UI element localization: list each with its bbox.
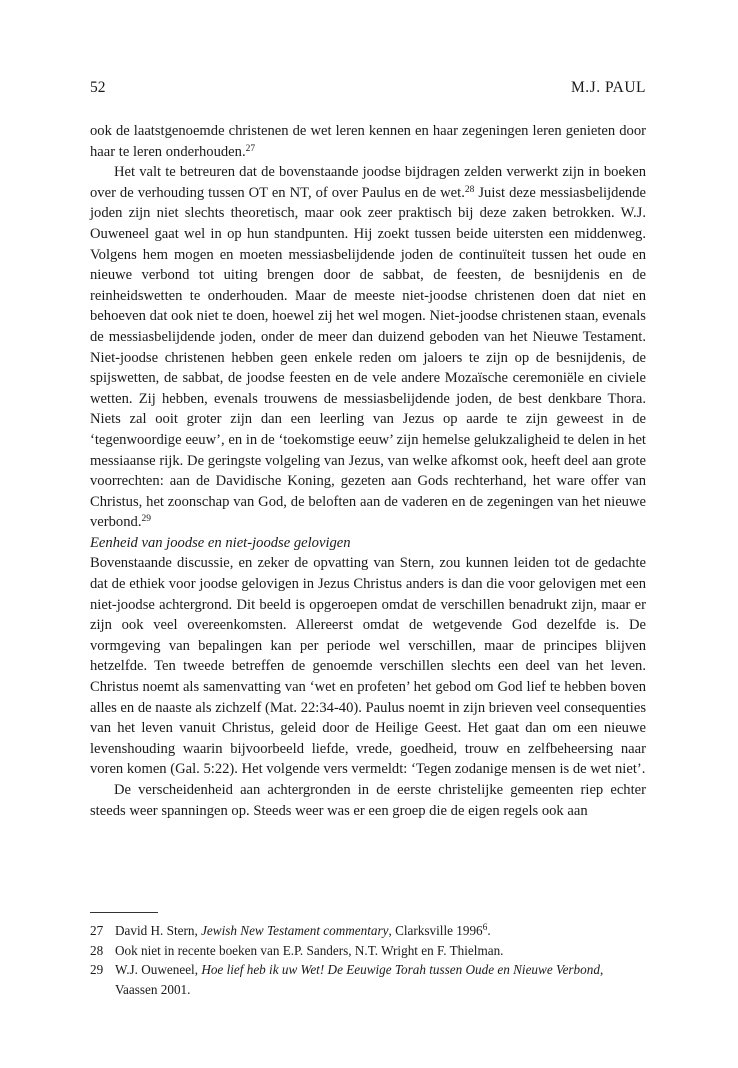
- footnote-27: [90, 921, 646, 941]
- footnote-text-part: David H. Stern,: [115, 923, 202, 938]
- footnote-number: 28: [90, 942, 104, 958]
- body-text: [90, 121, 646, 821]
- footnote-number: 29: [90, 962, 104, 977]
- book-page: [90, 0, 646, 1068]
- footnote-ref-27: 27: [245, 143, 256, 154]
- footnote-divider: [90, 912, 158, 913]
- running-head: [90, 78, 646, 98]
- footnote-number: 27: [90, 923, 104, 938]
- paragraph-2-text-a: Het valt te betreuren dat de bovenstaande joodse bijdragen zelden verwerkt zijn in boeken over de verhouding tussen OT en NT, of over Paulus en de wet.: [90, 164, 646, 201]
- footnote-title: Hoe lief heb ik uw Wet! De Eeuwige Torah tussen Oude en Nieuwe Verbond: [201, 962, 600, 977]
- footnote-text-part: W.J. Ouweneel,: [115, 962, 202, 977]
- paragraph-3: Bovenstaande discussie, en zeker de opvatting van Stern, zou kunnen leiden tot de gedachte dat de ethiek voor joodse gelovigen in Jezus Christus anders is dan die voor gelovigen met een niet-joodse achtergrond. Dit beeld is opgeroepen omdat de verschillen benadrukt zijn, maar er zijn ook veel overeenkomsten. Allereerst omdat de wetgevende God dezelfde is. De vormgeving van bepalingen kan per periode wel verschillen, maar de principes blijven hetzelfde. Ten tweede betreffen de genoemde verschillen slechts een deel van het leven. Christus noemt als samenvatting van ‘wet en profeten’ het gebod om God lief te hebben boven alles en de naaste als zichzelf (Mat. 22:34-40). Paulus noemt in zijn brieven veel consequenties van het leven vanuit Christus, geleid door de Heilige Geest. Het gaat dan om een nieuwe levenshouding waarin bijvoorbeeld liefde, vrede, goedheid, trouw en zelfbeheersing naar voren komen (Gal. 5:22). Het volgende vers vermeldt: ‘Tegen zodanige mensen is de wet niet’.: [90, 555, 647, 778]
- edition-superscript: 6: [482, 923, 488, 933]
- paragraph-2-text-b: Juist deze messiasbelijdende joden zijn niet slechts theoretisch, maar ook zeer praktisch bij deze zaken betrokken. W.J. Ouweneel gaat wel in op hun standpunten. Hij zoekt tussen beide uitersten een middenweg. Volgens hem mogen en moeten messiasbelijdende joden de continuïteit tussen het oude en nieuwe verbond tot uiting brengen door de sabbat, de feesten, de besnijdenis en de reinheidswetten te onderhouden. Maar de meeste niet-joodse christenen doen dat niet en behoeven dat ook niet te doen, hoewel zij het wel mogen. Niet-joodse christenen staan, evenals de messiasbelijdende joden, onder de meer dan duizend geboden van het Nieuwe Testament. Niet-joodse christenen hebben geen enkele reden om jaloers te zijn op de besnijdenis, de spijswetten, de sabbat, de joodse feesten en de vele andere Mozaïsche ceremoniële en civiele wetten. Zij hebben, evenals trouwens de messiasbelijdende joden, de best denkbare Thora. Niets zal ooit groter zijn dan een leerling van Jezus op aarde te zijn geweest in de ‘tegenwoordige eeuw’, en in de ‘toekomstige eeuw’ zijn hemelse gelukzaligheid te delen in het messiaanse rijk. De geringste volgeling van Jezus, van welke afkomst ook, heeft deel aan grote voorrechten: aan de Davidische Koning, gezeten aan Gods rechterhand, het ware offer van Christus, het zoonschap van God, de beloften aan de vaderen en de zegeningen van het nieuwe verbond.: [90, 184, 646, 531]
- footnote-28: [90, 941, 646, 961]
- footnote-ref-28: 28: [464, 184, 475, 195]
- paragraph-1: [90, 121, 646, 162]
- page-number: 52: [90, 79, 106, 96]
- footnote-text: [115, 962, 603, 997]
- paragraph-2: [90, 162, 646, 533]
- footnote-text-part: , Vaassen 2001.: [115, 962, 604, 997]
- section-heading: Eenheid van joodse en niet-joodse gelovigen: [90, 534, 351, 551]
- footnote-text-part: , Clarksville 1996: [388, 923, 483, 938]
- paragraph-4: De verscheidenheid aan achtergronden in de eerste christelijke gemeenten riep echter steeds weer spanningen op. Steeds weer was er een groep die de eigen regels ook aan: [90, 782, 646, 819]
- footnote-text: [115, 923, 491, 938]
- running-head-author: M.J. PAUL: [571, 79, 646, 96]
- footnote-text: Ook niet in recente boeken van E.P. Sanders, N.T. Wright en F. Thielman.: [115, 942, 504, 958]
- footnote-ref-29: 29: [141, 514, 151, 525]
- footnotes: [90, 921, 646, 999]
- footnote-title: Jewish New Testament commentary: [201, 923, 389, 938]
- footnote-text-part: .: [487, 923, 491, 938]
- paragraph-1-text: ook de laatstgenoemde christenen de wet leren kennen en haar zegeningen leren genieten door haar te leren onderhouden.: [90, 123, 646, 160]
- footnote-29: [90, 960, 646, 999]
